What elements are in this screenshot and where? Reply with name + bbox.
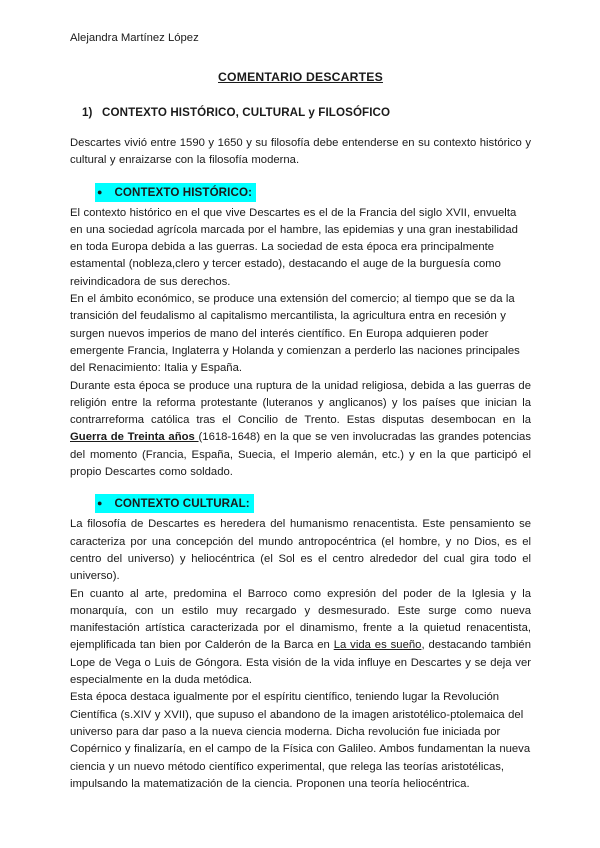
paragraph: [70, 586, 535, 690]
text-run: En cuanto al arte, predomina el Barroco como expresión del poder de la Iglesia y la monarquía, con un estilo muy recargado y desmesurado. Este surge como nueva manifestación artística caracterizada por el dinamismo, frente a la quietud renacentista, ejemplificada tan bien por Calderón de la Barca en: [70, 587, 535, 652]
text-run: La vida es sueño: [333, 639, 422, 652]
paragraph: [70, 135, 535, 170]
text-run: Descartes vivió entre 1590 y 1650 y su filosofía debe entenderse en su contexto histórico y cultural y enraizarse con la filosofía moderna.: [70, 137, 535, 167]
text-run: La filosofía de Descartes es heredera del humanismo renacentista. Este pensamiento se caracteriza por una concepción del mundo antropocéntrica (el hombre, y no Dios, es el centro del universo) y heliocéntrica (el Sol es el centro alrededor del cual gira todo el universo).: [70, 518, 535, 583]
paragraph: [70, 689, 534, 793]
text-run: Guerra de Treinta años: [70, 431, 199, 444]
text-run: (1618-1648) en la que se ven involucradas las grandes potencias del momento (Francia, España, Suecia, el Imperio alemán, etc.) y en la que participó el propio Descartes como soldado.: [70, 431, 535, 479]
document-body: [70, 135, 535, 793]
text-run: , destacando también Lope de Vega o Luis de Góngora. Esta visión de la vida influye en Descartes y se deja ver especialmente en la duda metódica.: [70, 639, 535, 687]
bullet-icon: ●: [97, 498, 103, 509]
text-run: Esta época destaca igualmente por el espíritu científico, teniendo lugar la Revolución Científica (s.XIV y XVII), que supuso el abandono de la imagen aristotélico-ptolemaica del universo para dar paso a la nueva ciencia moderna. Dicha revolución fue iniciada por Copérnico y finalizaría, en el campo de la Física con Galileo. Ambos fundamentan la nueva ciencia y un nuevo método científico experimental, que relega las teorías aristotélicas, impulsando la matematización de la ciencia. Proponen una teoría heliocéntrica.: [70, 691, 534, 790]
section-title-text: CONTEXTO HISTÓRICO:: [114, 185, 253, 199]
section-heading: [70, 183, 531, 202]
paragraph: [70, 291, 531, 377]
text-run: El contexto histórico en el que vive Descartes es el de la Francia del siglo XVII, envuelta en una sociedad agrícola marcada por el hambre, las epidemias y una gran inestabilidad en toda Europa debida a las guerras. La sociedad de esta época era principalmente estamental (nobleza,clero y tercer estado), destacando el auge de la burguesía como reivindicadora de sus derechos.: [70, 206, 522, 288]
numbered-heading: [70, 106, 531, 119]
text-run: En el ámbito económico, se produce una extensión del comercio; al tiempo que se da la transición del feudalismo al capitalismo mercantilista, la agricultura entra en recesión y surgen nuevos imperios de mano del interés científico. En Europa adquieren poder emergente Francia, Inglaterra y Holanda y comienzan a perderlo las naciones principales del Renacimiento: Italia y España.: [70, 293, 524, 375]
paragraph: [70, 516, 535, 585]
document-title: COMENTARIO DESCARTES: [218, 70, 383, 84]
highlighted-section-title: [95, 494, 254, 513]
highlighted-section-title: [95, 183, 256, 202]
heading-text: CONTEXTO HISTÓRICO, CULTURAL y FILOSÓFICO: [102, 106, 391, 119]
text-run: Durante esta época se produce una ruptura de la unidad religiosa, debida a las guerras de religión entre la reforma protestante (luteranos y anglicanos) y los países que inician la contrarreforma católica tras el Concilio de Trento. Estas disputas desembocan en la: [70, 379, 535, 427]
section-title-text: CONTEXTO CULTURAL:: [114, 497, 250, 511]
author-name: Alejandra Martínez López: [70, 32, 199, 44]
bullet-icon: ●: [97, 186, 103, 197]
paragraph: [70, 205, 531, 291]
paragraph: [70, 378, 535, 482]
heading-number: 1): [82, 106, 93, 119]
section-heading: [70, 494, 531, 513]
